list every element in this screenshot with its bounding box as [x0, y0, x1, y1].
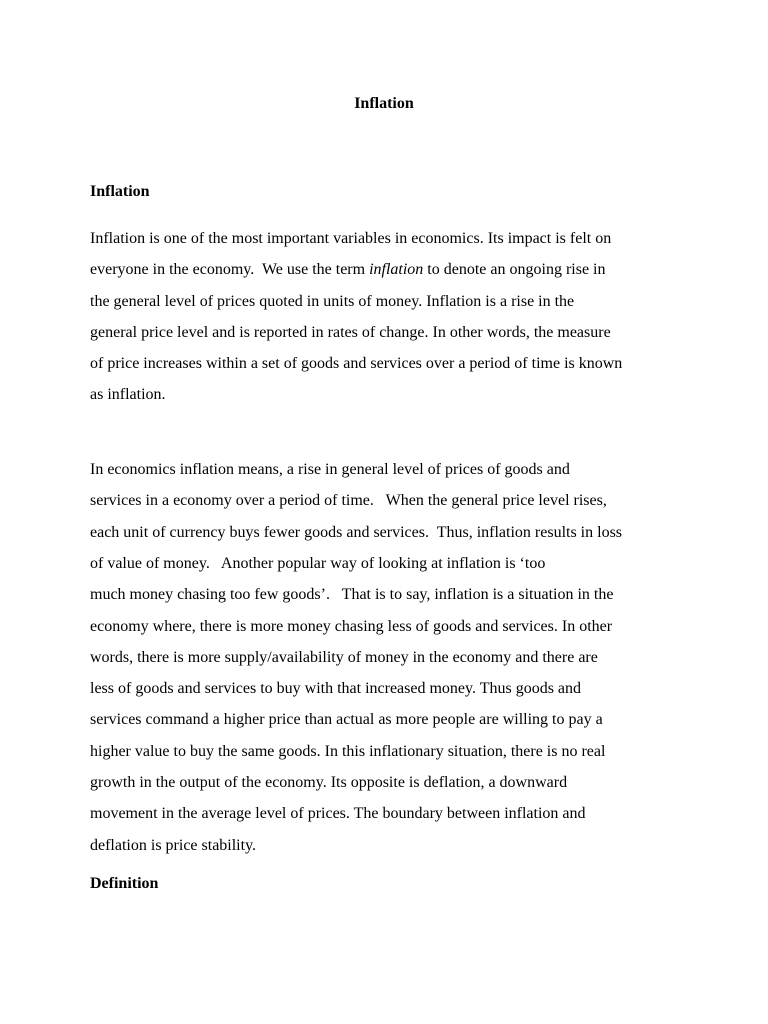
text-run: everyone in the economy. We use the term	[90, 261, 370, 279]
paragraph-line: services in a economy over a period of time. When the general price level rises,	[90, 492, 607, 510]
paragraph-line: as inflation.	[90, 386, 166, 404]
paragraph-line: words, there is more supply/availability of money in the economy and there are	[90, 648, 598, 666]
paragraph-line: movement in the average level of prices. The boundary between inflation and	[90, 805, 586, 823]
paragraph-line: In economics inflation means, a rise in general level of prices of goods and	[90, 461, 570, 479]
paragraph-line: Inflation is one of the most important variables in economics. Its impact is felt on	[90, 230, 612, 247]
document-title: Inflation	[354, 95, 414, 112]
paragraph-line: the general level of prices quoted in units of money. Inflation is a rise in the	[90, 292, 575, 310]
section-heading-inflation: Inflation	[90, 183, 150, 200]
paragraph-line: of price increases within a set of goods and services over a period of time is known	[90, 355, 623, 373]
text-run: to denote an ongoing rise in	[423, 261, 606, 279]
paragraph-line: services command a higher price than actual as more people are willing to pay a	[90, 711, 603, 729]
paragraph-line: higher value to buy the same goods. In this inflationary situation, there is no real	[90, 742, 606, 760]
paragraph-line: general price level and is reported in rates of change. In other words, the measure	[90, 323, 611, 341]
paragraph-line: deflation is price stability.	[90, 836, 257, 854]
paragraph-line	[90, 254, 680, 285]
paragraph-1	[90, 223, 680, 411]
italic-term-inflation: inflation	[369, 261, 424, 279]
paragraph-line: much money chasing too few goods’. That is to say, inflation is a situation in the	[90, 586, 614, 604]
section-heading-definition: Definition	[90, 874, 159, 892]
paragraph-line: growth in the output of the economy. Its opposite is deflation, a downward	[90, 774, 568, 792]
paragraph-2	[90, 423, 680, 861]
paragraph-line: less of goods and services to buy with that increased money. Thus goods and	[90, 680, 582, 698]
paragraph-line: each unit of currency buys fewer goods and services. Thus, inflation results in loss	[90, 523, 623, 541]
document-body	[90, 181, 680, 895]
paragraph-line: economy where, there is more money chasing less of goods and services. In other	[90, 617, 613, 635]
paragraph-line: of value of money. Another popular way of looking at inflation is ‘too	[90, 554, 546, 572]
